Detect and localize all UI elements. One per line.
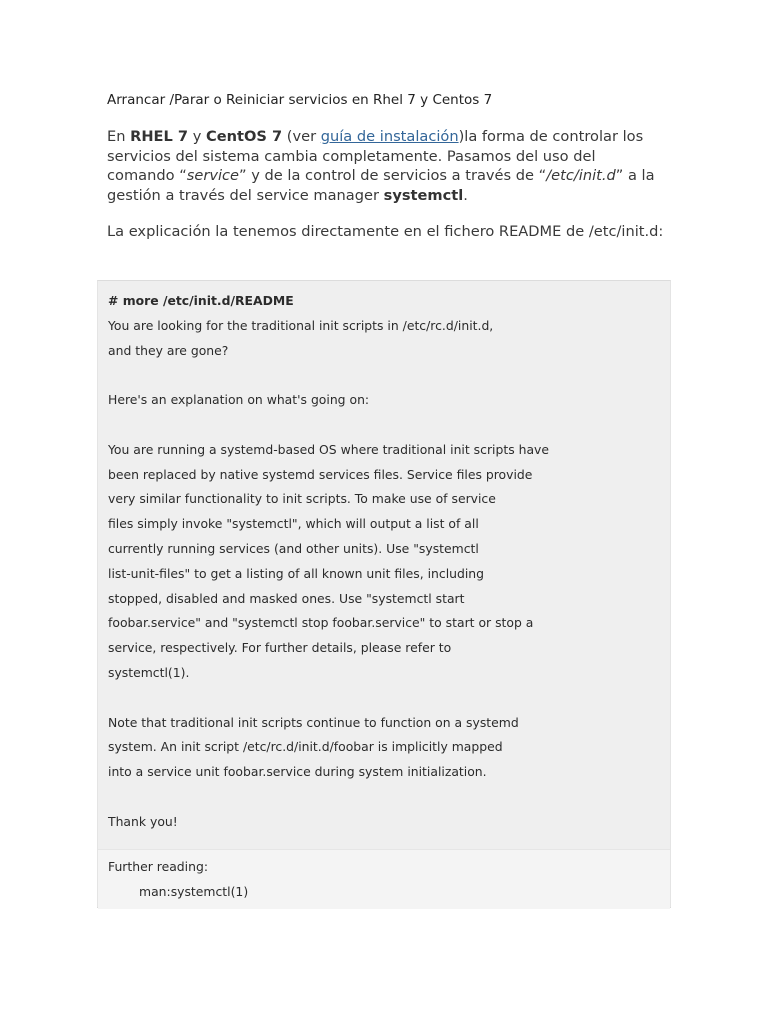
code-line: Here's an explanation on what's going on: — [108, 392, 370, 408]
intro-text: En — [107, 128, 131, 145]
intro-text: ” y de la control de servicios a través de “ — [239, 167, 547, 185]
intro-text: y — [188, 128, 206, 145]
code-line: You are looking for the traditional init scripts in /etc/rc.d/init.d, — [108, 317, 494, 333]
code-line: Thank you! — [108, 813, 178, 829]
code-line: into a service unit foobar.service during system initialization. — [108, 764, 487, 780]
code-line: list-unit-files" to get a listing of all known unit files, including — [108, 565, 485, 581]
intro-text: (ver — [282, 128, 321, 145]
code-line — [108, 785, 663, 810]
page-title: Arrancar /Parar o Reiniciar servicios en Rhel 7 y Centos 7 — [107, 92, 493, 108]
service-term: service — [186, 167, 240, 185]
intro-paragraph — [107, 127, 667, 206]
further-reading-box — [98, 849, 670, 909]
code-line: systemctl(1). — [108, 664, 190, 680]
intro-text: . — [463, 187, 468, 205]
code-line — [108, 413, 663, 438]
centos-label: CentOS 7 — [206, 128, 283, 145]
code-line: system. An init script /etc/rc.d/init.d/foobar is implicitly mapped — [108, 739, 503, 755]
code-line: currently running services (and other units). Use "systemctl — [108, 540, 479, 556]
code-line: and they are gone? — [108, 342, 229, 358]
code-line: stopped, disabled and masked ones. Use "systemctl start — [108, 590, 465, 606]
code-line: Note that traditional init scripts continue to function on a systemd — [108, 714, 519, 730]
intro-text: )la forma de controlar los servicios del sistema cambia completamente. Pasamos del uso del comando “ — [107, 128, 644, 185]
intro-text: ” a la gestión a través del service manager — [107, 167, 655, 205]
code-line: very similar functionality to init scripts. To make use of service — [108, 491, 496, 507]
code-line: files simply invoke "systemctl", which will output a list of all — [108, 516, 479, 532]
code-block — [97, 280, 671, 908]
systemctl-term: systemctl — [383, 187, 464, 205]
code-line — [108, 363, 663, 388]
code-line: service, respectively. For further details, please refer to — [108, 640, 452, 656]
rhel-label: RHEL 7 — [130, 128, 189, 145]
further-reading-label: Further reading: — [108, 859, 209, 874]
code-command: # more /etc/init.d/README — [108, 293, 294, 308]
code-line: been replaced by native systemd services files. Service files provide — [108, 466, 533, 482]
code-line: You are running a systemd-based OS where traditional init scripts have — [108, 441, 549, 457]
initd-term: /etc/init.d — [546, 167, 616, 185]
code-line — [108, 686, 663, 711]
code-line: foobar.service" and "systemctl stop foobar.service" to start or stop a — [108, 615, 534, 631]
code-lines — [108, 289, 663, 835]
further-reading-item: man:systemctl(1) — [139, 884, 249, 899]
explanation-paragraph: La explicación la tenemos directamente en el fichero README de /etc/init.d: — [107, 223, 664, 240]
install-guide-link[interactable]: guía de instalación — [320, 128, 459, 145]
